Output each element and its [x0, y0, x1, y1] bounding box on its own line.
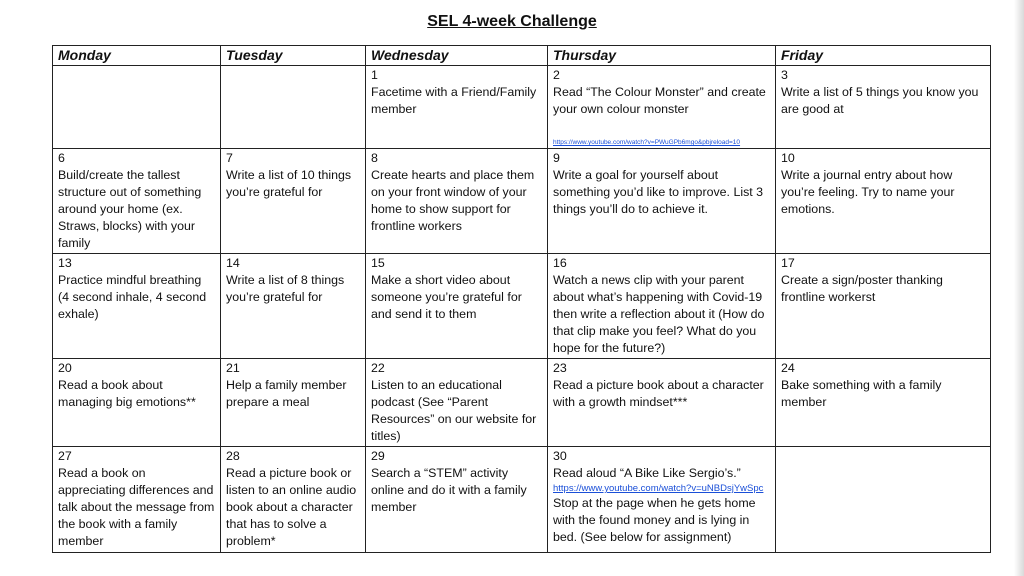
day-cell-empty	[221, 66, 366, 149]
day-cell	[776, 254, 991, 359]
task-text: Read a picture book or listen to an online audio book about a character that has to solve a problem*	[226, 466, 357, 548]
day-number: 15	[371, 256, 385, 270]
day-number: 30	[553, 449, 567, 463]
day-cell	[548, 149, 776, 254]
document-title: SEL 4-week Challenge	[427, 13, 597, 30]
header-tuesday: Tuesday	[221, 46, 366, 66]
day-number: 22	[371, 361, 385, 375]
task-text: Write a list of 5 things you know you are good at	[781, 85, 979, 116]
day-cell	[53, 359, 221, 447]
day-cell	[366, 149, 548, 254]
day-cell-empty	[776, 447, 991, 553]
week-row	[53, 66, 991, 149]
task-text: Write a goal for yourself about something you’d like to improve. List 3 things you’ll do to achieve it.	[553, 168, 764, 216]
task-text: Read a picture book about a character with a growth mindset***	[553, 378, 764, 409]
day-cell	[53, 254, 221, 359]
day-number: 24	[781, 361, 795, 375]
day-cell	[221, 149, 366, 254]
task-text-continued: Stop at the page when he gets home with the found money and is lying in bed. (See below for assignment)	[553, 496, 756, 544]
task-text: Listen to an educational podcast (See “Parent Resources” on our website for titles)	[371, 378, 537, 443]
colour-monster-video-link[interactable]: https://www.youtube.com/watch?v=PWuGPb6mgo&pbjreload=10	[553, 139, 741, 146]
weekday-header-row	[53, 46, 991, 66]
day-cell	[366, 447, 548, 553]
day-number: 29	[371, 449, 385, 463]
task-text: Create hearts and place them on your front window of your home to show support for frontline workers	[371, 168, 535, 233]
task-text: Make a short video about someone you’re grateful for and send it to them	[371, 273, 522, 321]
day-cell	[548, 447, 776, 553]
day-number: 7	[226, 151, 233, 165]
page-shadow-edge	[1014, 0, 1024, 576]
task-text: Watch a news clip with your parent about what’s happening with Covid-19 then write a reflection about it (How do that clip make you feel? What do you hope for the future?)	[553, 273, 765, 355]
task-text: Practice mindful breathing (4 second inhale, 4 second exhale)	[58, 273, 207, 321]
header-monday: Monday	[53, 46, 221, 66]
week-row	[53, 447, 991, 553]
day-cell-empty	[53, 66, 221, 149]
day-number: 10	[781, 151, 795, 165]
day-number: 28	[226, 449, 240, 463]
task-text: Help a family member prepare a meal	[226, 378, 347, 409]
week-row	[53, 359, 991, 447]
day-cell	[776, 149, 991, 254]
day-number: 6	[58, 151, 65, 165]
task-text: Write a list of 10 things you’re grateful for	[226, 168, 352, 199]
day-cell	[221, 359, 366, 447]
day-cell	[548, 66, 776, 149]
task-text: Facetime with a Friend/Family member	[371, 85, 537, 116]
task-text: Write a journal entry about how you’re feeling. Try to name your emotions.	[781, 168, 955, 216]
day-cell	[776, 359, 991, 447]
task-text: Read “The Colour Monster” and create your own colour monster	[553, 85, 766, 116]
day-number: 1	[371, 68, 378, 82]
day-number: 2	[553, 68, 560, 82]
day-cell	[53, 149, 221, 254]
task-text: Bake something with a family member	[781, 378, 942, 409]
day-number: 3	[781, 68, 788, 82]
day-cell	[548, 359, 776, 447]
day-number: 20	[58, 361, 72, 375]
day-cell	[366, 254, 548, 359]
day-cell	[53, 447, 221, 553]
task-text: Create a sign/poster thanking frontline workerst	[781, 273, 943, 304]
day-cell	[366, 359, 548, 447]
week-row	[53, 149, 991, 254]
task-text: Search a “STEM” activity online and do it with a family member	[371, 466, 527, 514]
day-cell	[366, 66, 548, 149]
day-number: 8	[371, 151, 378, 165]
task-text: Read a book on appreciating differences and talk about the message from the book with a family member	[58, 466, 215, 548]
task-text: Write a list of 8 things you’re grateful for	[226, 273, 345, 304]
day-number: 23	[553, 361, 567, 375]
task-text: Build/create the tallest structure out of something around your home (ex. Straws, blocks) with your family	[58, 168, 202, 250]
day-cell	[776, 66, 991, 149]
day-number: 21	[226, 361, 240, 375]
challenge-calendar	[52, 45, 991, 553]
day-number: 9	[553, 151, 560, 165]
day-number: 27	[58, 449, 72, 463]
day-number: 16	[553, 256, 567, 270]
header-wednesday: Wednesday	[366, 46, 548, 66]
header-friday: Friday	[776, 46, 991, 66]
bike-like-sergios-video-link[interactable]: https://www.youtube.com/watch?v=uNBDsjYwSpc	[553, 483, 764, 494]
day-cell	[221, 447, 366, 553]
day-number: 17	[781, 256, 795, 270]
day-cell	[221, 254, 366, 359]
week-row	[53, 254, 991, 359]
header-thursday: Thursday	[548, 46, 776, 66]
task-text: Read aloud “A Bike Like Sergio’s.”	[553, 466, 741, 480]
day-cell	[548, 254, 776, 359]
task-text: Read a book about managing big emotions**	[58, 378, 196, 409]
day-number: 13	[58, 256, 72, 270]
day-number: 14	[226, 256, 240, 270]
